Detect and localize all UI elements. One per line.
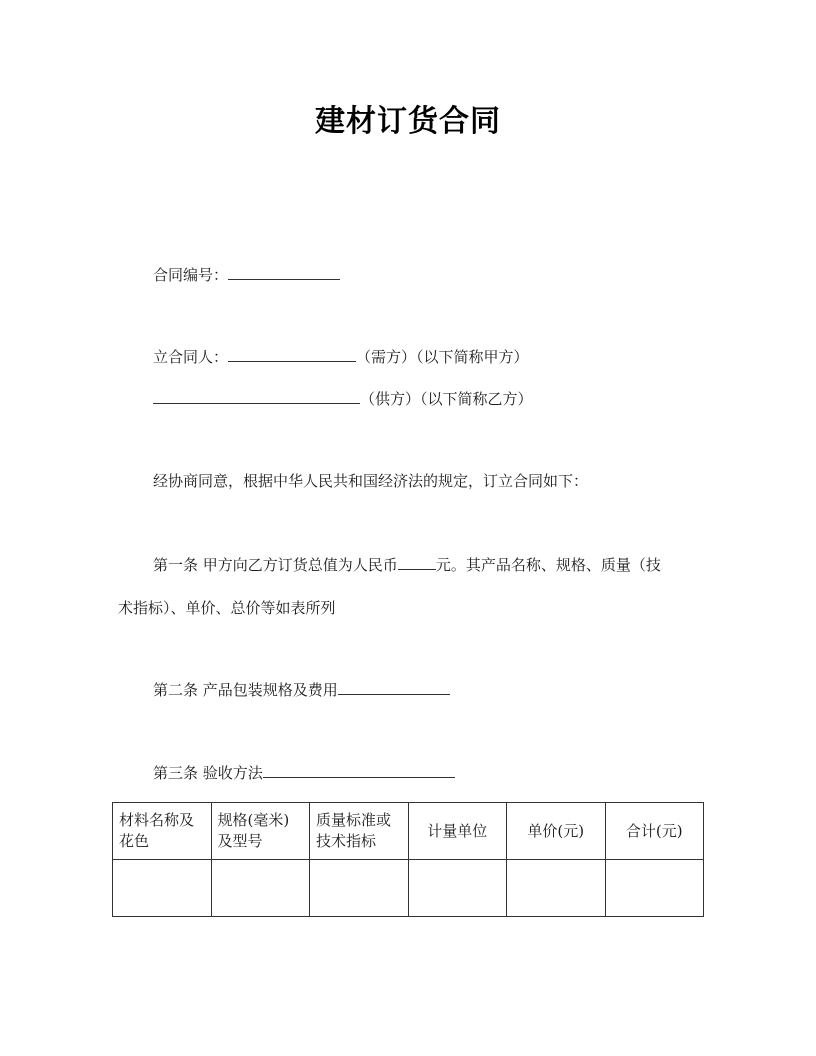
cell-total[interactable] <box>605 860 704 917</box>
cell-quality[interactable] <box>310 860 409 917</box>
cell-unit[interactable] <box>408 860 507 917</box>
order-table <box>112 802 704 917</box>
cell-spec[interactable] <box>211 860 310 917</box>
total-value-blank[interactable] <box>398 553 436 570</box>
parties-label: 立合同人： <box>153 348 229 366</box>
article-1-continuation: 术指标）、单价、总价等如表所列 <box>118 599 336 617</box>
article-1 <box>153 553 661 576</box>
table-row <box>113 860 704 917</box>
cell-unit-price[interactable] <box>507 860 606 917</box>
article-1-text-b: 元。其产品名称、规格、质量（技 <box>435 556 661 574</box>
preamble: 经协商同意，根据中华人民共和国经济法的规定，订立合同如下： <box>153 472 589 490</box>
article-1-text-a: 甲方向乙方订货总值为人民币 <box>202 556 398 574</box>
contract-number-blank[interactable] <box>228 263 340 280</box>
header-quality: 质量标准或技术指标 <box>310 803 409 860</box>
article-2-heading: 第二条 <box>153 681 199 699</box>
inspection-method-blank[interactable] <box>263 761 455 778</box>
seller-suffix: （供方）（以下简称乙方） <box>360 390 533 408</box>
contract-number-line <box>153 263 340 286</box>
cell-material[interactable] <box>113 860 212 917</box>
header-unit: 计量单位 <box>408 803 507 860</box>
header-spec: 规格(毫米)及型号 <box>211 803 310 860</box>
table-header-row <box>113 803 704 860</box>
contract-number-label: 合同编号： <box>153 266 229 284</box>
party-seller-line <box>153 387 533 410</box>
article-1-heading: 第一条 <box>153 556 199 574</box>
header-total: 合计(元) <box>605 803 704 860</box>
article-2 <box>153 678 450 701</box>
buyer-name-blank[interactable] <box>228 345 356 362</box>
buyer-suffix: （需方）（以下简称甲方） <box>356 348 529 366</box>
party-buyer-line <box>153 345 529 368</box>
article-2-text: 产品包装规格及费用 <box>202 681 338 699</box>
document-title: 建材订货合同 <box>315 104 501 139</box>
article-3-text: 验收方法 <box>202 764 263 782</box>
packaging-blank[interactable] <box>338 678 450 695</box>
header-material: 材料名称及花色 <box>113 803 212 860</box>
article-3 <box>153 761 455 784</box>
header-unit-price: 单价(元) <box>507 803 606 860</box>
article-3-heading: 第三条 <box>153 764 199 782</box>
seller-name-blank[interactable] <box>153 387 360 404</box>
